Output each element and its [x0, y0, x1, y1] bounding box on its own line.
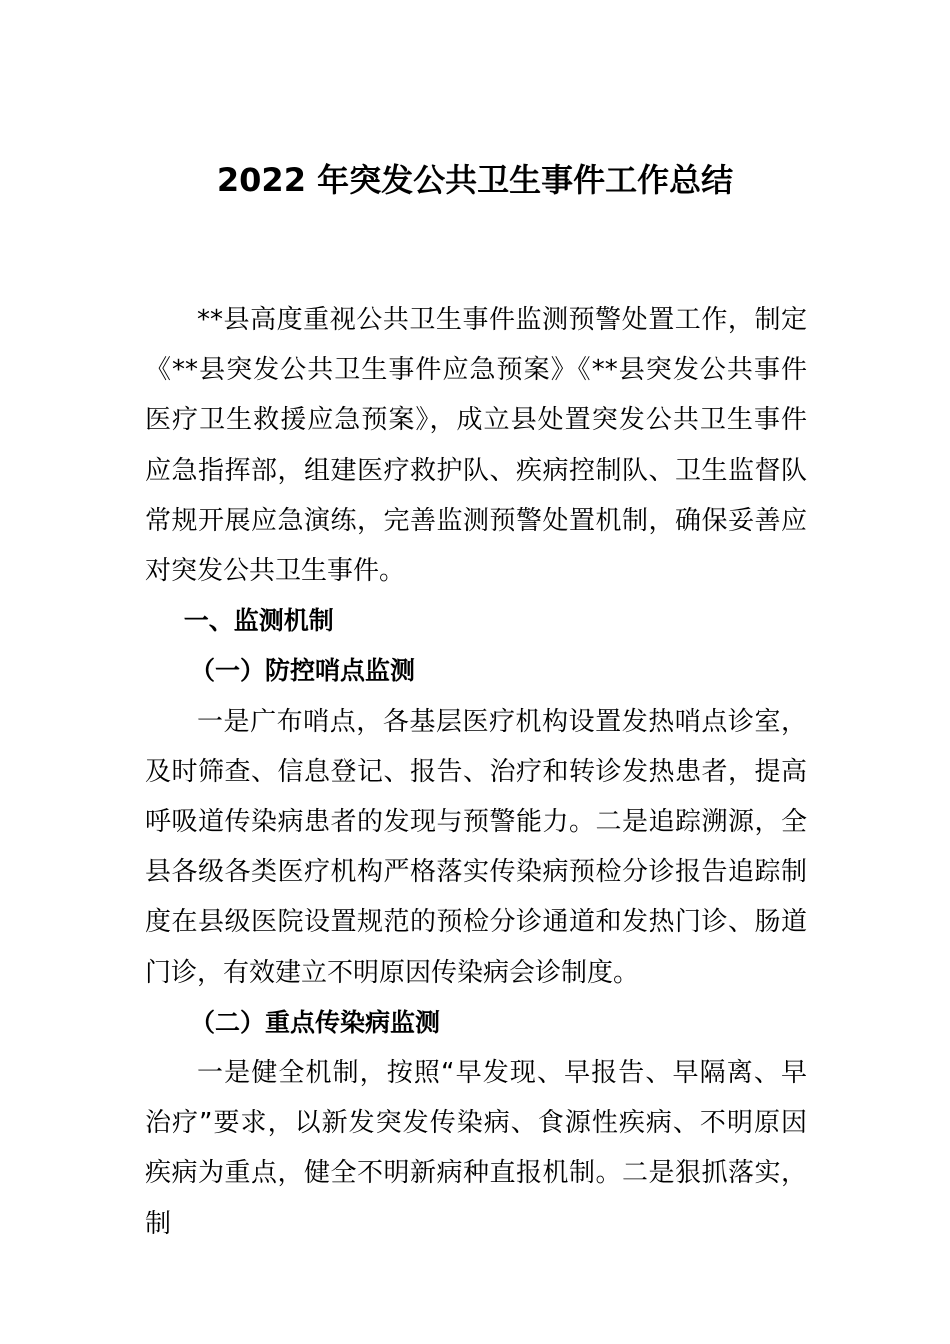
intro-paragraph: **县高度重视公共卫生事件监测预警处置工作，制定《**县突发公共卫生事件应急预案》《**县突发公共事件医疗卫生救援应急预案》，成立县处置突发公共卫生事件应急指挥部，组建医疗救护队、疾病控制队、卫生监督队常规开展应急演练，完善监测预警处置机制，确保妥善应对突发公共卫生事件。 [145, 305, 807, 587]
subsection-heading-infectious-disease: （二）重点传染病监测 [190, 1007, 441, 1037]
document-title: 2022 年突发公共卫生事件工作总结 [216, 161, 734, 199]
sentinel-paragraph: 一是广布哨点，各基层医疗机构设置发热哨点诊室，及时筛查、信息登记、报告、治疗和转诊发热患者，提高呼吸道传染病患者的发现与预警能力。二是追踪溯源，全县各级各类医疗机构严格落实传染病预检分诊报告追踪制度在县级医院设置规范的预检分诊通道和发热门诊、肠道门诊，有效建立不明原因传染病会诊制度。 [145, 706, 807, 988]
subsection-heading-sentinel: （一）防控哨点监测 [190, 656, 416, 686]
document-body [145, 295, 807, 1249]
infectious-disease-paragraph: 一是健全机制，按照“早发现、早报告、早隔离、早治疗”要求，以新发突发传染病、食源性疾病、不明原因疾病为重点，健全不明新病种直报机制。二是狠抓落实，制 [145, 1058, 807, 1239]
section-heading-monitoring: 一、监测机制 [183, 606, 334, 636]
